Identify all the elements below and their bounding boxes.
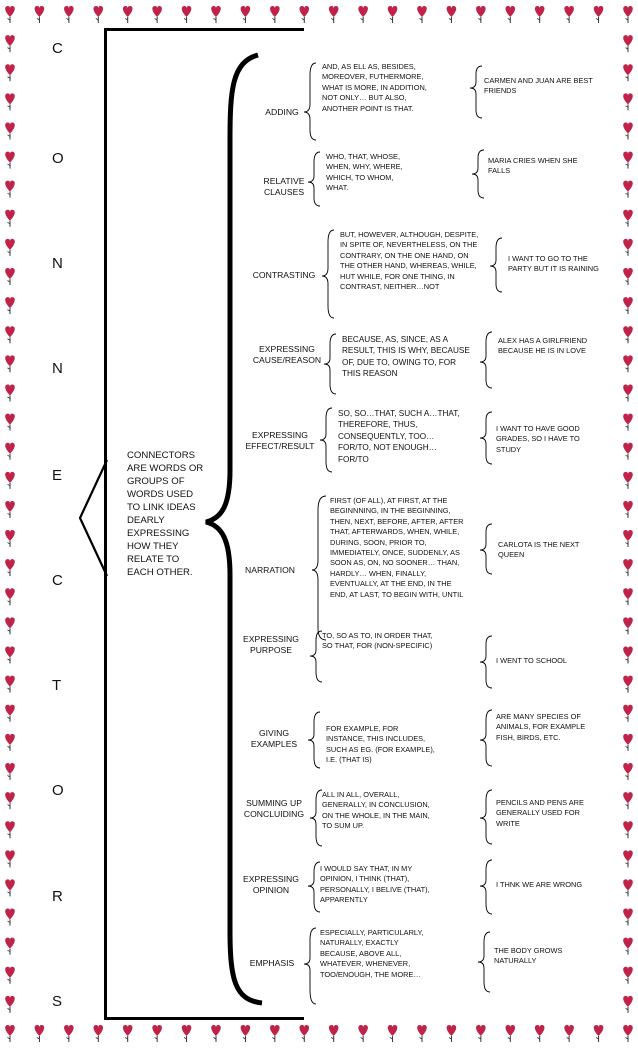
category-label: SUMMING UP CONCLUIDING bbox=[243, 798, 305, 819]
example-sentence: ALEX HAS A GIRLFRIEND BECAUSE HE IS IN LOVE bbox=[498, 336, 588, 356]
connector-list: I WOULD SAY THAT, IN MY OPINION, I THINK (THAT), PERSONALLY, I BELIVE (THAT), APPARENTLY bbox=[320, 864, 430, 905]
title-letter: T bbox=[52, 677, 62, 694]
example-sentence: CARMEN AND JUAN ARE BEST FRIENDS bbox=[484, 76, 593, 96]
title-letter: C bbox=[52, 572, 63, 589]
example-sentence: ARE MANY SPECIES OF ANIMALS, FOR EXAMPLE FISH, BIRDS, ETC. bbox=[496, 712, 586, 742]
category-label: CONTRASTING bbox=[252, 270, 316, 280]
category-label: RELATIVE CLAUSES bbox=[263, 176, 305, 197]
title-letter: O bbox=[52, 782, 64, 799]
category-label: EXPRESSING PURPOSE bbox=[243, 634, 299, 655]
category-label: ADDING bbox=[265, 107, 299, 117]
title-letter: R bbox=[52, 888, 63, 905]
title-letter: N bbox=[52, 360, 63, 377]
category-label: EXPRESSING CAUSE/REASON bbox=[252, 344, 322, 365]
example-sentence: PENCILS AND PENS ARE GENERALLY USED FOR WRITE bbox=[496, 798, 584, 828]
connector-list: FOR EXAMPLE, FOR INSTANCE, THIS INCLUDES, SUCH AS EG. (FOR EXAMPLE), I.E. (THAT IS) bbox=[326, 724, 435, 765]
category-label: EXPRESSING OPINION bbox=[243, 874, 299, 895]
category-label: EMPHASIS bbox=[249, 958, 295, 968]
title-letter: O bbox=[52, 150, 64, 167]
title-letter: S bbox=[52, 993, 63, 1010]
category-label: GIVING EXAMPLES bbox=[250, 728, 298, 749]
connector-list: WHO, THAT, WHOSE, WHEN, WHY, WHERE, WHICH, TO WHOM, WHAT. bbox=[326, 152, 403, 193]
example-sentence: CARLOTA IS THE NEXT QUEEN bbox=[498, 540, 580, 560]
title-letter: E bbox=[52, 467, 63, 484]
connector-list: BECAUSE, AS, SINCE, AS A RESULT, THIS IS WHY, BECAUSE OF, DUE TO, OWING TO, FOR THIS REASON bbox=[342, 335, 470, 379]
example-sentence: I WANT TO GO TO THE PARTY BUT IT IS RAINING bbox=[508, 254, 599, 274]
connector-list: ALL IN ALL, OVERALL, GENERALLY, IN CONCLUSION, ON THE WHOLE, IN THE MAIN, TO SUM UP. bbox=[322, 790, 430, 831]
connector-list: SO, SO…THAT, SUCH A…THAT, THEREFORE, THUS, CONSEQUENTLY, TOO… FOR/TO, NOT ENOUGH… FOR/TO bbox=[338, 409, 460, 464]
category-label: NARRATION bbox=[245, 565, 295, 575]
title-letter: C bbox=[52, 40, 63, 57]
example-sentence: I WENT TO SCHOOL bbox=[496, 656, 568, 665]
example-sentence: THE BODY GROWS NATURALLY bbox=[494, 946, 563, 966]
connector-list: TO, SO AS TO, IN ORDER THAT, SO THAT, FOR (NON-SPECIFIC) bbox=[322, 631, 433, 651]
example-sentence: I THNK WE ARE WRONG bbox=[496, 880, 583, 889]
connector-list: FIRST (OF ALL), AT FIRST, AT THE BEGINNNING, IN THE BEGINNING, THEN, NEXT, BEFORE, AFTER, AFTER THAT, AFTERWARDS, WHEN, WHILE, DURING, SOON, PRIOR TO, IMMEDIATELY, ONCE, SUDDENLY, AS SOON AS, ON, NO SOONER… THAN, HARDLY… WHEN, FINALLY, EVENTUALLY, AT THE END, IN THE END, AT LAST, TO BEGIN WITH, UNTIL bbox=[330, 496, 464, 599]
connector-list: AND, AS ELL AS, BESIDES, MOREOVER, FUTHERMORE, WHAT IS MORE, IN ADDITION, NOT ONLY… BUT ALSO, ANOTHER POINT IS THAT. bbox=[322, 62, 427, 113]
connector-list: BUT, HOWEVER, ALTHOUGH, DESPITE, IN SPITE OF, NEVERTHELESS, ON THE CONTRARY, ON THE ONE HAND, ON THE OTHER HAND, WHEREAS, WHILE, HUT WHILE, FOR ONE THING, IN CONTRAST, NEITHER…NOT bbox=[340, 230, 479, 292]
title-letter: N bbox=[52, 255, 63, 272]
definition-text: CONNECTORS ARE WORDS OR GROUPS OF WORDS USED TO LINK IDEAS DEARLY EXPRESSING HOW THEY RELATE TO EACH OTHER. bbox=[127, 450, 204, 578]
example-sentence: MARIA CRIES WHEN SHE FALLS bbox=[488, 156, 578, 176]
category-label: EXPRESSING EFFECT/RESULT bbox=[245, 430, 315, 451]
connector-list: ESPECIALLY, PARTICULARLY, NATURALLY, EXACTLY BECAUSE, ABOVE ALL, WHATEVER, WHENEVER, TOO/ENOUGH, THE MORE… bbox=[320, 928, 424, 979]
example-sentence: I WANT TO HAVE GOOD GRADES, SO I HAVE TO STUDY bbox=[496, 424, 580, 454]
